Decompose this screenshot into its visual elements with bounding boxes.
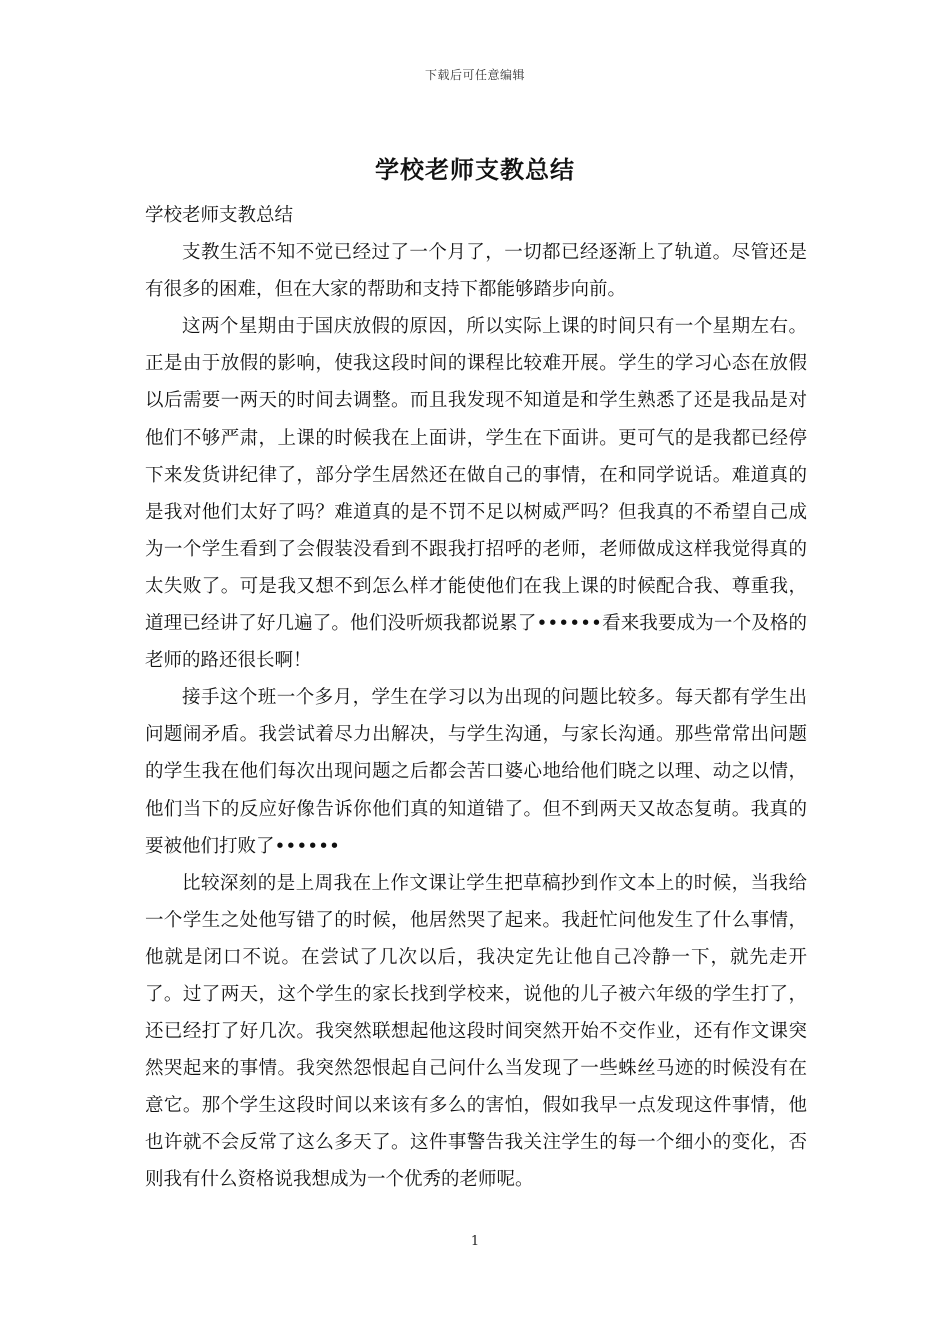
document-title: 学校老师支教总结 [375,155,575,184]
document-subtitle: 学校老师支教总结 [145,205,294,226]
document-body [145,197,807,1199]
paragraph-2: 这两个星期由于国庆放假的原因，所以实际上课的时间只有一个星期左右。正是由于放假的影响，使我这段时间的课程比较难开展。学生的学习心态在放假以后需要一两天的时间去调整。而且我发现不知道是和学生熟悉了还是我品是对他们不够严肃，上课的时候我在上面讲，学生在下面讲。更可气的是我都已经停下来发货讲纪律了，部分学生居然还在做自己的事情，在和同学说话。难道真的是我对他们太好了吗？难道真的是不罚不足以树威严吗？但我真的不希望自己成为一个学生看到了会假装没看到不跟我打招呼的老师，老师做成这样我觉得真的太失败了。可是我又想不到怎么样才能使他们在我上课的时候配合我、尊重我，道理已经讲了好几遍了。他们没听烦我都说累了••••••看来我要成为一个及格的老师的路还很长啊！ [145,316,807,672]
page-number: 1 [470,1234,480,1249]
paragraph-1: 支教生活不知不觉已经过了一个月了，一切都已经逐渐上了轨道。尽管还是有很多的困难，但在大家的帮助和支持下都能够踏步向前。 [145,242,807,301]
header-note: 下载后可任意编辑 [424,68,525,82]
paragraph-3: 接手这个班一个多月，学生在学习以为出现的问题比较多。每天都有学生出问题闹矛盾。我尝试着尽力出解决，与学生沟通，与家长沟通。那些常常出问题的学生我在他们每次出现问题之后都会苦口婆心地给他们晓之以理、动之以情，他们当下的反应好像告诉你他们真的知道错了。但不到两天又故态复萌。我真的要被他们打败了•••••• [145,687,807,857]
paragraph-4: 比较深刻的是上周我在上作文课让学生把草稿抄到作文本上的时候，当我给一个学生之处他写错了的时候，他居然哭了起来。我赶忙问他发生了什么事情，他就是闭口不说。在尝试了几次以后，我决定先让他自己冷静一下，就先走开了。过了两天，这个学生的家长找到学校来，说他的儿子被六年级的学生打了，还已经打了好几次。我突然联想起他这段时间突然开始不交作业，还有作文课突然哭起来的事情。我突然怨恨起自己问什么当发现了一些蛛丝马迹的时候没有在意它。那个学生这段时间以来该有多么的害怕，假如我早一点发现这件事情，他也许就不会反常了这么多天了。这件事警告我关注学生的每一个细小的变化，否则我有什么资格说我想成为一个优秀的老师呢。 [145,872,807,1191]
